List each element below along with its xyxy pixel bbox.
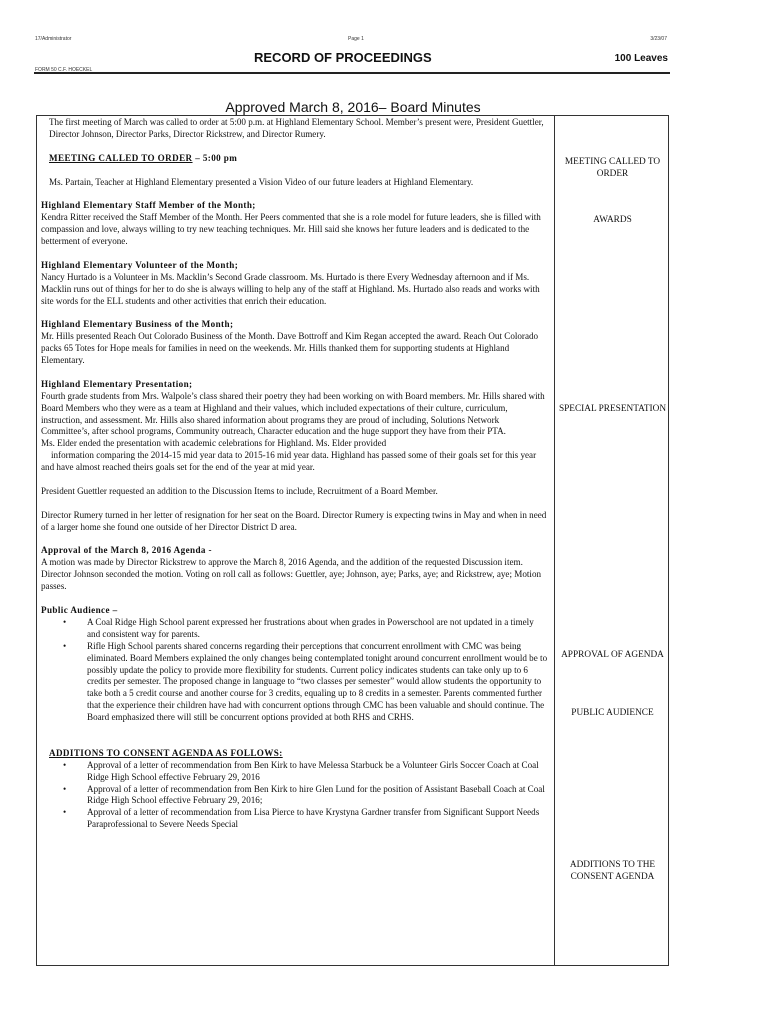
document-title: Approved March 8, 2016– Board Minutes: [225, 99, 481, 115]
form-label: FORM 50 C.F. HOECKEL: [35, 67, 93, 73]
list-item: • Approval of a letter of recommendation from Lisa Pierce to have Krystyna Gardner transfer from Significant Support Needs Paraprofessional to Severe Needs Special: [41, 807, 549, 831]
rumery-paragraph: Director Rumery turned in her letter of resignation for her seat on the Board. Director Rumery is expecting twins in May and when in need of a larger home she found one outside of her Director District D area.: [41, 509, 547, 532]
header-rule: [34, 72, 670, 74]
volunteer-heading: Highland Elementary Volunteer of the Month;: [41, 259, 239, 270]
agenda-paragraph: A motion was made by Director Rickstrew to approve the March 8, 2016 Agenda, and the addition of the requested Discussion item. Director Johnson seconded the motion. Voting on roll call as follows: Guettler, aye; Johnson, aye; Parks, aye; and Rickstrew, aye; Motion passes.: [41, 557, 542, 592]
leaves-label: 100 Leaves: [614, 53, 668, 64]
staff-paragraph: Kendra Ritter received the Staff Member of the Month. Her Peers commented that she is a role model for future leaders, she is filled with compassion and love, always willing to try new teaching techniques. Mr. Hill said she knows her future leaders and is dedicated to the betterment of everyone.: [41, 212, 541, 247]
volunteer-paragraph: Nancy Hurtado is a Volunteer in Ms. Macklin’s Second Grade classroom. Ms. Hurtado is there Every Wednesday afternoon and if Ms. Macklin runs out of things for her to do she is always willing to help any of the staff at Highland. Ms. Hurtado also reads and works with site words for the ELL students and other activities that enrich their education.: [41, 271, 540, 306]
guettler-paragraph: President Guettler requested an addition to the Discussion Items to include, Recruitment of a Board Member.: [41, 485, 438, 496]
record-title: RECORD OF PROCEEDINGS: [254, 50, 432, 65]
business-heading: Highland Elementary Business of the Month;: [41, 319, 234, 330]
presentation-paragraph: Fourth grade students from Mrs. Walpole’s class shared their poetry they had been working on with Board members. Mr. Hills shared with Board Members who they were as a team at Highland and their values, which included expectations of their culture, curriculum, instruction, and assessment. Mr. Hills also shared information about programs they are proud of including, Solutions Network Committee’s, after school programs, Community outreach, Character education and the huge support they have from their PTA.: [41, 390, 545, 437]
list-item: • Rifle High School parents shared concerns regarding their perceptions that concurrent enrollment with CMC was being eliminated. Board Members explained the only changes being contemplated tonight around concurrent enrollment would be to possibly update the policy to provide more flexibility for students. Current policy indicates students can take only up to 6 credits per semester. The proposed change in language to “two classes per semester” would allow students the opportunity to take both a 5 credit course and another course for 3 credits, equaling up to 8 credits in a semester. Parents commented further that the experience their children have had with concurrent options through CMC has been valuable and should continue. The Board emphasized there will still be concurrent options provided at both RHS and CRHS.: [41, 641, 549, 724]
agenda-heading: Approval of the March 8, 2016 Agenda -: [41, 545, 212, 556]
elder-paragraph-rest: information comparing the 2014-15 mid year data to 2015-16 mid year data. Highland has passed some of their goals set for this year and have almost reached theirs goals set for the end of the year at mid year.: [41, 450, 537, 473]
sidebar-meeting-called: MEETING CALLED TO ORDER: [564, 157, 661, 179]
list-item: • Approval of a letter of recommendation from Ben Kirk to hire Glen Lund for the position of Assistant Baseball Coach at Coal Ridge High School effective February 29, 2016;: [41, 784, 549, 808]
consent-heading: ADDITIONS TO CONSENT AGENDA AS FOLLOWS:: [49, 747, 283, 758]
header-page-label: Page 1: [348, 36, 364, 42]
presentation-heading: Highland Elementary Presentation;: [41, 378, 193, 389]
vision-paragraph: Ms. Partain, Teacher at Highland Elementary presented a Vision Video of our future leaders at Highland Elementary.: [49, 176, 474, 187]
sidebar-awards: AWARDS: [593, 215, 632, 225]
list-item: • A Coal Ridge High School parent expressed her frustrations about when grades in Powerschool are not updated in a timely and consistent way for parents.: [41, 617, 549, 641]
column-divider: [554, 115, 555, 966]
meeting-time: – 5:00 pm: [192, 152, 238, 163]
sidebar-approval-of-agenda: APPROVAL OF AGENDA: [561, 650, 664, 660]
public-audience-list: [41, 617, 549, 724]
public-heading: Public Audience –: [41, 605, 118, 615]
staff-heading: Highland Elementary Staff Member of the Month;: [41, 200, 256, 211]
elder-paragraph-start: Ms. Elder ended the presentation with academic celebrations for Highland. Ms. Elder provided: [41, 438, 387, 449]
header-left-note: 17/Administrator: [35, 36, 72, 42]
meeting-called-heading: MEETING CALLED TO ORDER: [49, 152, 193, 163]
sidebar-special-presentation: SPECIAL PRESENTATION: [558, 404, 667, 414]
list-item: • Approval of a letter of recommendation from Ben Kirk to have Melessa Starbuck be a Volunteer Girls Soccer Coach at Coal Ridge High School effective February 29, 2016: [41, 760, 549, 784]
header-right-note: 3/23/07: [650, 36, 667, 42]
business-paragraph: Mr. Hills presented Reach Out Colorado Business of the Month. Dave Bottroff and Kim Regan accepted the award. Reach Out Colorado packs 65 Totes for Hope meals for families in need on the weekends. Mr. Hills thanked them for supporting students at Highland Elementary.: [41, 331, 539, 366]
meeting-called-line: [41, 153, 549, 165]
consent-list: [41, 760, 549, 831]
minutes-body: [41, 117, 549, 831]
sidebar-public-audience: PUBLIC AUDIENCE: [571, 708, 654, 718]
intro-paragraph: The first meeting of March was called to order at 5:00 p.m. at Highland Elementary School. Member’s present were, President Guettler, Director Johnson, Director Parks, Director Rickstrew, and Director Rumery.: [49, 117, 544, 139]
sidebar-consent-agenda: ADDITIONS TO THE CONSENT AGENDA: [569, 860, 656, 882]
